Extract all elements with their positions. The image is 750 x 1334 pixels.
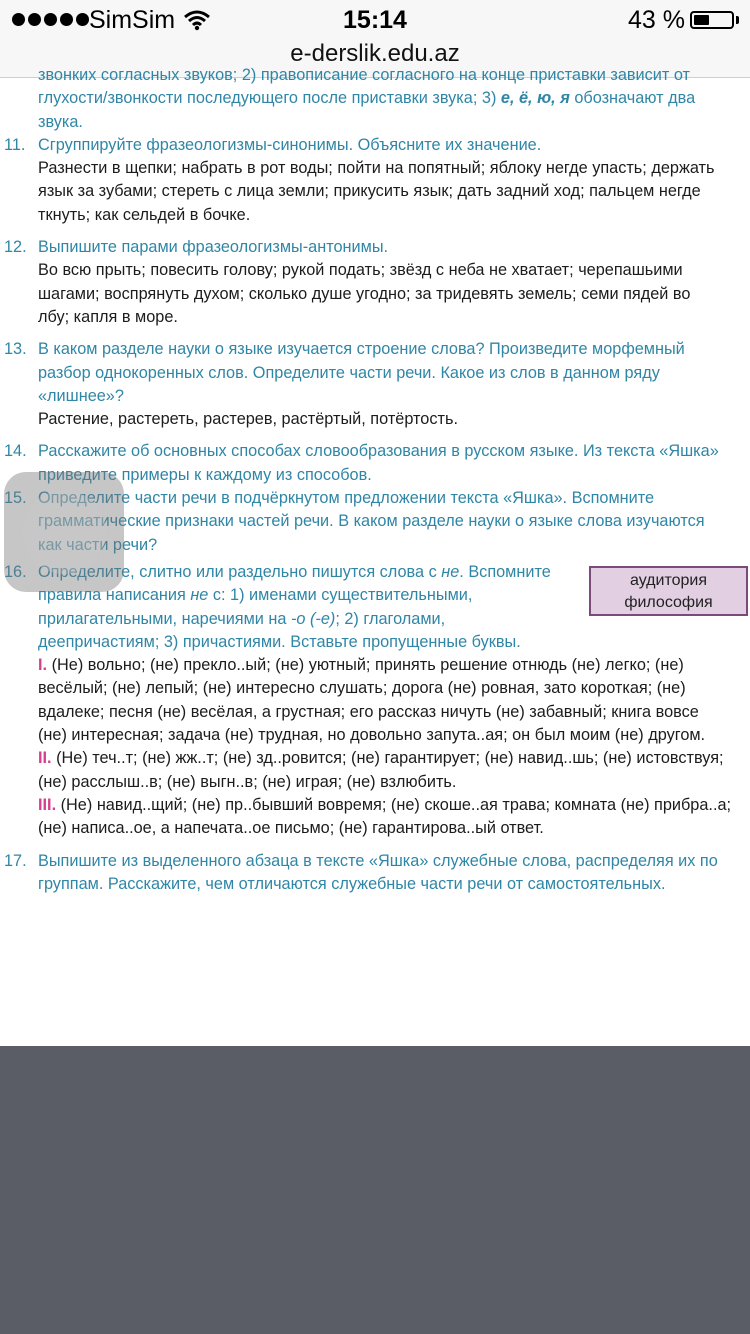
task-number: 13. [4,340,27,359]
clock: 15:14 [343,6,407,34]
page-footer-background [0,1046,750,1334]
task-15: 15. Определите части речи в подчёркнутом предложении текста «Яшка». Вспомните грамматические признаки частей речи. В каком разделе науки о языке слова изучаются как части речи? [0,487,750,557]
task-number: 14. [4,442,27,461]
task-number: 16. [4,562,27,581]
carrier-name: SimSim [89,6,176,34]
task-number: 11. [4,135,26,154]
task-17: 17. Выпишите из выделенного абзаца в тексте «Яшка» служебные слова, распределяя их по группам. Расскажите, чем отличаются служебные части речи от самостоятельных. [0,850,750,897]
task-title: Выпишите парами фразеологизмы-антонимы. [38,238,389,257]
task-number: 17. [4,851,27,870]
address-bar-url: e-derslik.edu.az [290,40,460,67]
task-number: 15. [4,489,27,508]
task-14: 14. Расскажите об основных способах словообразования в русском языке. Из текста «Яшка» приведите примеры к каждому из способов. [0,440,750,487]
task-11: 11. Сгруппируйте фразеологизмы-синонимы. Объясните их значение. Разнести в щепки; набрать в рот воды; пойти на попятный; яблоку негде упасть; держать язык за зубами; стереть с лица земли; прикусить язык; дать задний ход; пальцем негде ткнуть; как сельдей в бочке. [0,134,750,227]
task-title: Сгруппируйте фразеологизмы-синонимы. Объясните их значение. [38,135,542,154]
task-12: 12. Выпишите парами фразеологизмы-антонимы. Во всю прыть; повесить голову; рукой подать; звёзд с неба не хватает; черепашьими шагами; воспрянуть духом; сколько душе угодно; за тридевять земель; семи пядей во лбу; капля в море. [0,236,750,329]
battery-icon [690,11,734,29]
battery-percentage: 43 % [628,6,685,34]
task-13: 13. В каком разделе науки о языке изучается строение слова? Произведите морфемный разбор однокоренных слов. Определите части речи. Какое из слов в данном ряду «лишнее»? Растение, растереть, растерев, растёртый, потёртость. [0,338,750,431]
previous-task-tail: звонких согласных звуков; 2) правописание согласного на конце приставки зависит от глухости/звонкости последующего после приставки звука; 3) е, ё, ю, я обозначают два звука. [38,66,696,131]
task-16: 16. Определите, слитно или раздельно пишутся слова с не. Вспомните правила написания не с: 1) именами существительными, прилагательными, наречиями на -о (-е); 2) глаголами, деепричастиям; 3) причастиями. Вставьте пропущенные буквы. I. (Не) вольно; (не) прекло..ый; (не) уютный; принять решение отнюдь (не) легко; (не) весёлый; (не) лепый; (не) интересно слушать; дорога (не) ровная, зато короткая; (не) вдалеке; песня (не) весёлая, а грустная; его рассказ ничуть (не) забавный; книга вовсе (не) интересная; задача (не) трудная, но довольно запута..ая; он был моим (не) другом. II. (Не) теч..т; (не) жж..т; (не) зд..ровится; (не) гарантирует; (не) навид..шь; (не) истовствуя; (не) расслыш..в; (не) выгн..в; (не) играя; (не) взлюбить. III. (Не) навид..щий; (не) пр..бывший вовремя; (не) скоше..ая трава; комната (не) прибра..а; (не) написа..ое, а напечата..ое письмо; (не) гарантирова..ый ответ. [0,561,750,841]
sticky-note: аудитория философия [589,566,748,616]
page-content [0,66,750,1046]
status-bar [0,0,750,40]
assistive-touch-button[interactable] [4,472,124,592]
task-number: 12. [4,238,27,257]
